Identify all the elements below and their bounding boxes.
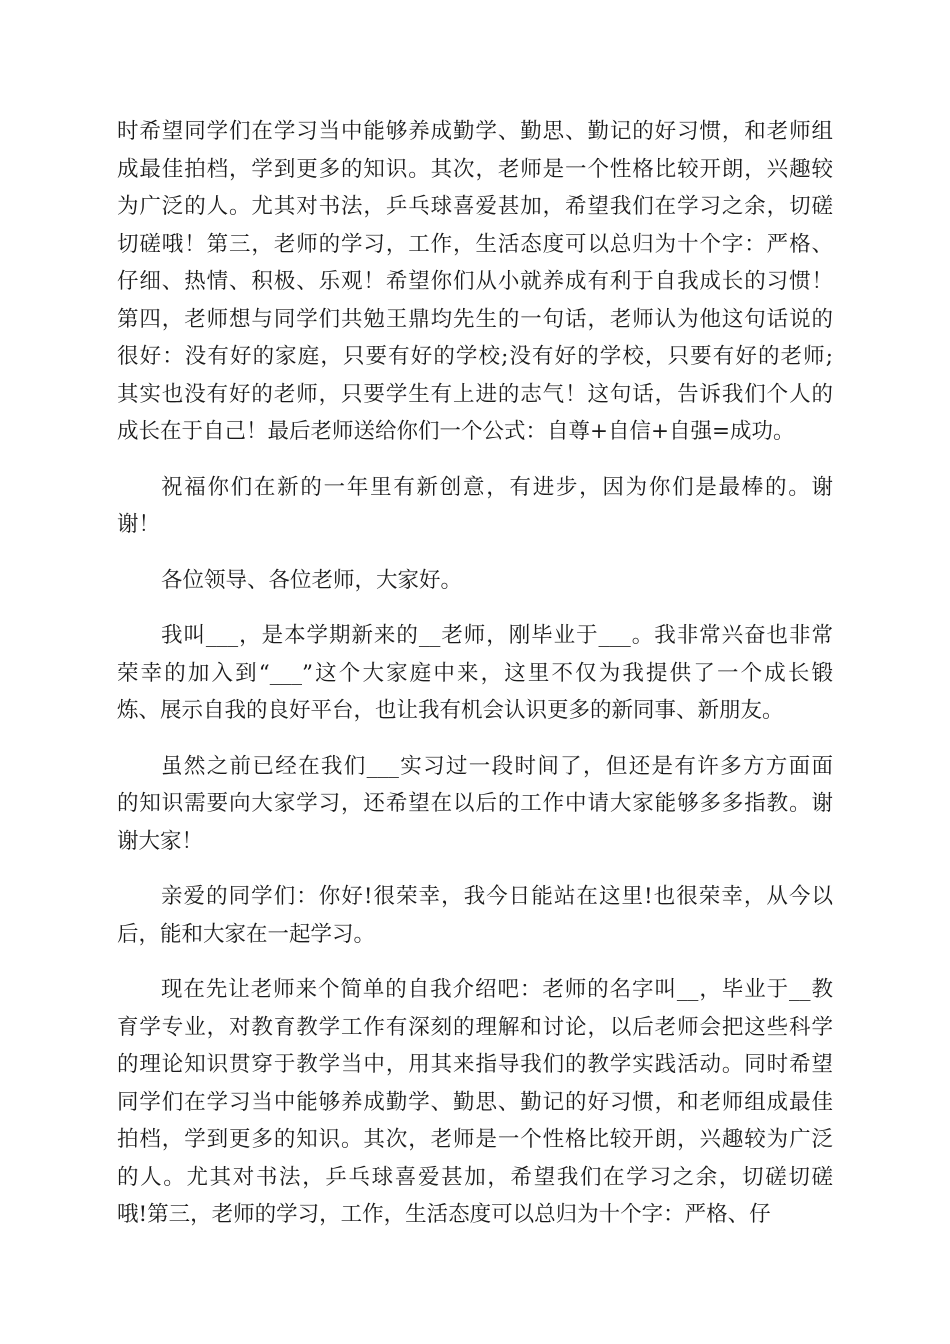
text-line: 时希望同学们在学习当中能够养成勤学、勤思、勤记的好习惯，和老师组 [117, 119, 833, 144]
text-line: 育学专业，对教育教学工作有深刻的理解和讨论，以后老师会把这些科学 [117, 1014, 833, 1040]
text-line: 切磋哦！第三，老师的学习，工作，生活态度可以总归为十个字：严格、 [117, 231, 833, 257]
document-body [117, 113, 833, 1234]
text-line: 的理论知识贯穿于教学当中，用其来指导我们的教学实践活动。同时希望 [117, 1052, 833, 1077]
text-line: 谢大家！ [117, 828, 204, 854]
text-line: 很好：没有好的家庭，只要有好的学校;没有好的学校，只要有好的老师; [117, 344, 833, 369]
paragraph-6 [117, 878, 833, 953]
text-line: 后，能和大家在一起学习。 [117, 921, 376, 947]
text-line: 各位领导、各位老师，大家好。 [161, 567, 463, 593]
text-line: 我叫___，是本学期新来的__老师，刚毕业于___。我非常兴奋也非常 [161, 623, 833, 648]
text-line: 成长在于自己！最后老师送给你们一个公式：自尊+自信+自强=成功。 [117, 419, 795, 444]
text-line: 亲爱的同学们：你好!很荣幸，我今日能站在这里!也很荣幸，从今以 [161, 884, 833, 909]
paragraph-3 [117, 562, 833, 600]
text-line: 成最佳拍档，学到更多的知识。其次，老师是一个性格比较开朗，兴趣较 [117, 156, 833, 182]
text-line: 同学们在学习当中能够养成勤学、勤思、勤记的好习惯，和老师组成最佳 [117, 1089, 833, 1115]
text-line: 荣幸的加入到“___”这个大家庭中来，这里不仅为我提供了一个成长锻 [117, 660, 833, 686]
text-line: 为广泛的人。尤其对书法，乒乓球喜爱甚加，希望我们在学习之余，切磋 [117, 194, 833, 219]
text-line: 谢！ [117, 512, 161, 537]
text-line: 现在先让老师来个简单的自我介绍吧：老师的名字叫__，毕业于__教 [161, 977, 833, 1002]
paragraph-2 [117, 469, 833, 544]
paragraph-7 [117, 971, 833, 1234]
paragraph-4 [117, 617, 833, 730]
paragraph-1 [117, 113, 833, 451]
paragraph-5 [117, 748, 833, 861]
text-line: 炼、展示自我的良好平台，也让我有机会认识更多的新同事、新朋友。 [117, 698, 784, 723]
text-line: 其实也没有好的老师，只要学生有上进的志气！这句话，告诉我们个人的 [117, 381, 833, 407]
text-line: 祝福你们在新的一年里有新创意，有进步，因为你们是最棒的。谢 [161, 474, 833, 500]
text-line: 拍档，学到更多的知识。其次，老师是一个性格比较开朗，兴趣较为广泛 [117, 1127, 833, 1152]
text-line: 仔细、热情、积极、乐观！希望你们从小就养成有利于自我成长的习惯！ [117, 269, 833, 294]
text-line: 虽然之前已经在我们___实习过一段时间了，但还是有许多方方面面 [161, 753, 833, 779]
text-line: 的人。尤其对书法，乒乓球喜爱甚加，希望我们在学习之余，切磋切磋 [117, 1164, 833, 1190]
text-line: 第四，老师想与同学们共勉王鼎均先生的一句话，老师认为他这句话说的 [117, 306, 833, 332]
text-line: 哦!第三，老师的学习，工作，生活态度可以总归为十个字：严格、仔 [117, 1202, 771, 1227]
text-line: 的知识需要向大家学习，还希望在以后的工作中请大家能够多多指教。谢 [117, 791, 833, 816]
